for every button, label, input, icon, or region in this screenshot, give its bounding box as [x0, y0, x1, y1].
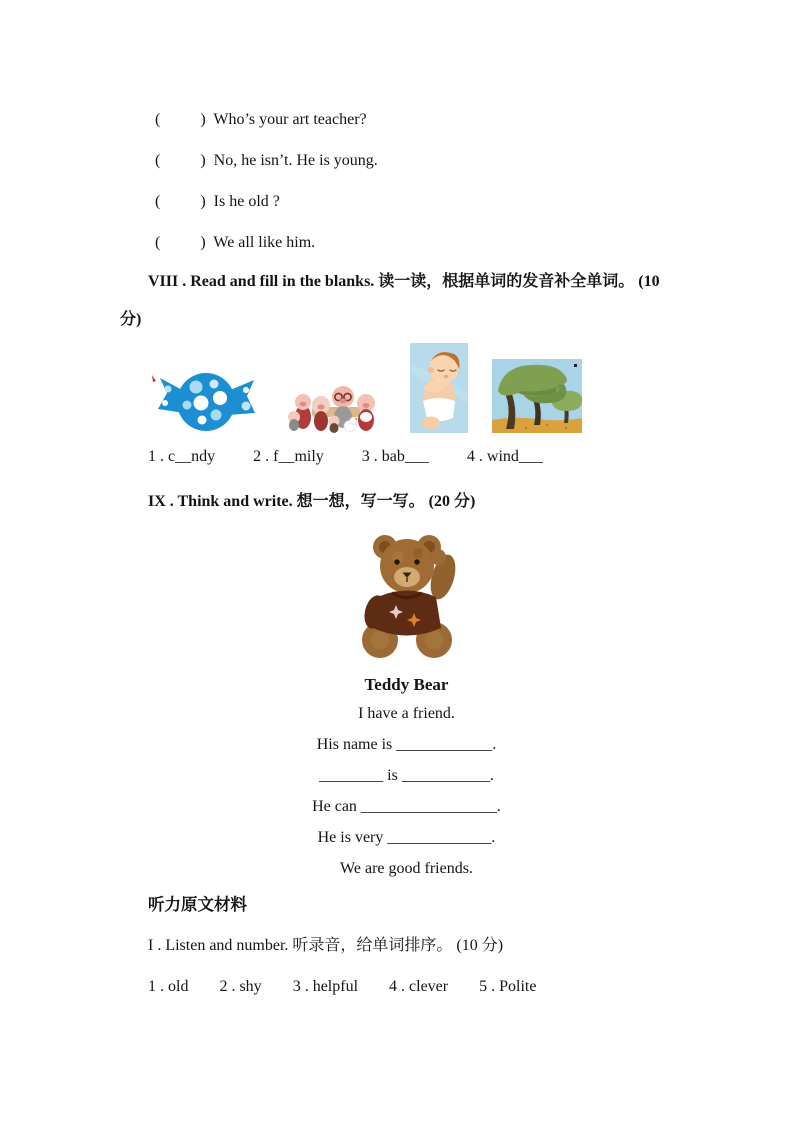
blank-word-candy: 1 . c__ndy	[148, 448, 216, 465]
writing-line-closing: We are good friends.	[340, 860, 473, 877]
writing-line-subject-blank: ________ is ___________.	[319, 767, 494, 784]
listening-word-helpful: 3 . helpful	[292, 978, 359, 995]
listening-word-shy: 2 . shy	[219, 978, 262, 995]
writing-line-name-blank: His name is ____________.	[316, 736, 497, 753]
ordering-item: ( ) We all like him.	[155, 234, 316, 251]
blank-word-family: 2 . f__mily	[253, 448, 324, 465]
listening-word-polite: 5 . Polite	[479, 978, 537, 995]
ordering-item: ( ) Who’s your art teacher?	[155, 111, 367, 128]
candy-illustration	[150, 367, 262, 433]
ordering-item: ( ) No, he isn’t. He is young.	[155, 152, 378, 169]
listening-materials-heading: 听力原文材料	[148, 895, 247, 914]
section-viii-heading-line1: VIII . Read and fill in the blanks. 读一读，根据单词的发音补全单词。 (10	[148, 273, 660, 290]
windy-illustration	[492, 359, 582, 433]
writing-line-can-blank: He can _________________.	[312, 798, 501, 815]
listening-word-old: 1 . old	[148, 978, 189, 995]
ordering-item: ( ) Is he old ?	[155, 193, 280, 210]
listening-word-clever: 4 . clever	[389, 978, 449, 995]
writing-title: Teddy Bear	[364, 675, 449, 694]
section-ix-heading: IX . Think and write. 想一想，写一写。 (20 分)	[148, 493, 476, 510]
teddy-bear-illustration	[354, 527, 459, 662]
blank-word-baby: 3 . bab___	[361, 448, 429, 465]
section-viii-heading-line2: 分)	[120, 311, 142, 328]
picture-row	[150, 341, 693, 433]
writing-line: I have a friend.	[358, 705, 455, 722]
blank-word-windy: 4 . wind___	[466, 448, 543, 465]
section-viii-heading	[120, 263, 693, 339]
teddy-image-wrap	[120, 527, 693, 662]
baby-illustration	[410, 343, 468, 433]
fill-blanks-row	[148, 445, 693, 469]
family-illustration	[286, 373, 386, 433]
listening-part1-heading: I . Listen and number. 听录音，给单词排序。 (10 分)	[148, 937, 504, 954]
sentence-ordering-list	[120, 99, 693, 263]
writing-line-very-blank: He is very _____________.	[317, 829, 496, 846]
listening-words-row	[148, 975, 693, 999]
